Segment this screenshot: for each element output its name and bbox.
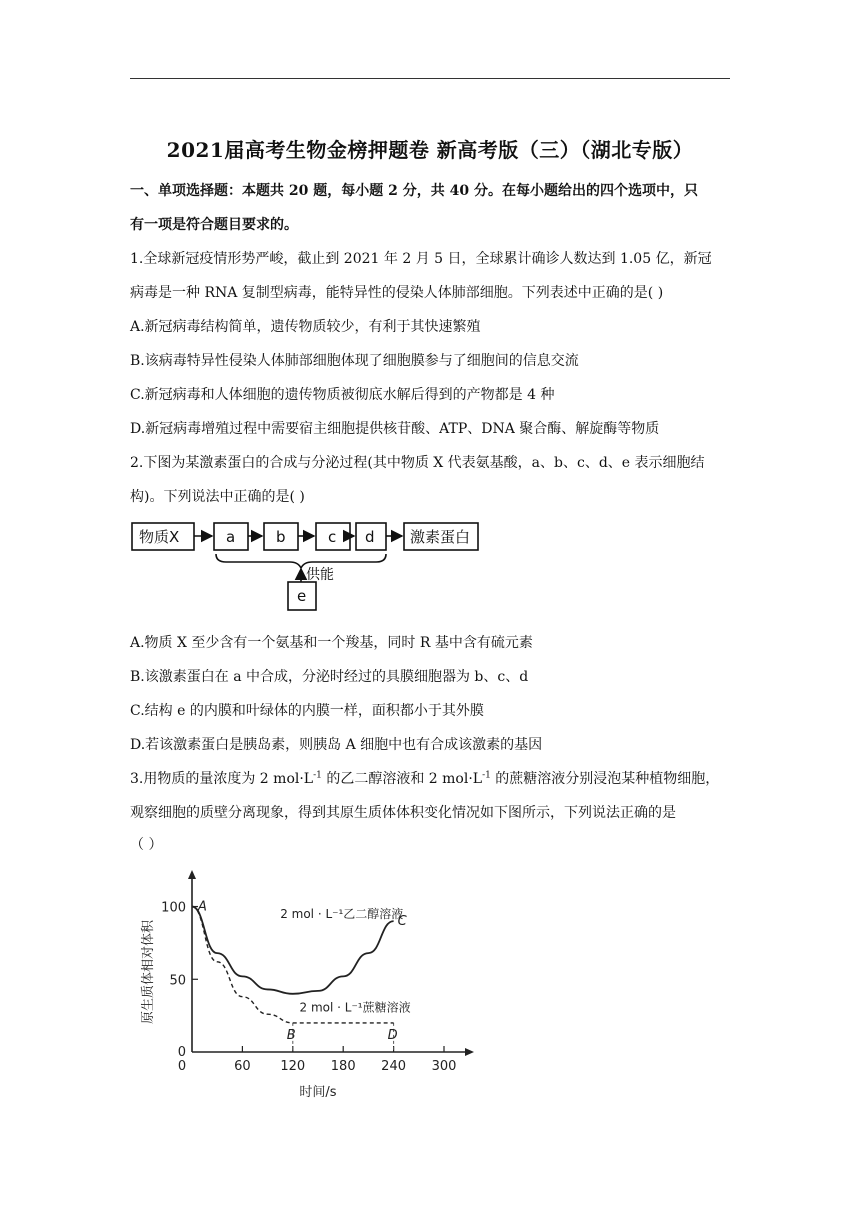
q2-option-a: A.物质 X 至少含有一个氨基和一个羧基，同时 R 基中含有硫元素 [130, 635, 533, 651]
point-label-b: B [286, 1027, 296, 1043]
y-axis-arrow [188, 870, 196, 879]
point-label-d: D [387, 1027, 398, 1043]
q1-stem-line1: 1.全球新冠疫情形势严峻，截止到 2021 年 2 月 5 日，全球累计确诊人数达到 1.05 亿，新冠 [130, 251, 712, 267]
x-tick-label: 60 [234, 1059, 251, 1074]
series-label-ethylene-glycol: 2 mol · L⁻¹乙二醇溶液 [280, 907, 404, 922]
label-b: b [276, 528, 286, 546]
q2-option-b: B.该激素蛋白在 a 中合成，分泌时经过的具膜细胞器为 b、c、d [130, 669, 529, 685]
y-tick-label: 50 [169, 973, 186, 989]
page-title: 2021届高考生物金榜押题卷 新高考版（三）（湖北专版） [166, 138, 694, 162]
label-substance-x: 物质X [139, 528, 180, 546]
x-tick-label: 120 [280, 1059, 306, 1074]
label-hormone-protein: 激素蛋白 [410, 528, 471, 546]
q1-option-c: C.新冠病毒和人体细胞的遗传物质被彻底水解后得到的产物都是 4 种 [130, 387, 555, 403]
x-tick-label: 240 [381, 1059, 407, 1074]
q1-option-d: D.新冠病毒增殖过程中需要宿主细胞提供核苷酸、ATP、DNA 聚合酶、解旋酶等物质 [130, 421, 660, 437]
point-label-c: C [397, 914, 407, 930]
section-heading-line2: 有一项是符合题目要求的。 [130, 217, 298, 233]
protoplast-volume-chart [130, 866, 500, 1106]
x-tick-label: 0 [177, 1059, 187, 1074]
q2-stem-line1: 2.下图为某激素蛋白的合成与分泌过程(其中物质 X 代表氨基酸，a、b、c、d、e 表示细胞结 [130, 455, 705, 471]
q2-stem-line2: 构)。下列说法中正确的是( ) [130, 489, 305, 505]
q3-stem-line3: （ ） [130, 837, 163, 853]
label-d: d [365, 528, 375, 546]
header-rule [130, 78, 730, 79]
series-label-sucrose: 2 mol · L⁻¹蔗糖溶液 [299, 1000, 411, 1015]
q2-option-d: D.若该激素蛋白是胰岛素，则胰岛 A 细胞中也有合成该激素的基因 [130, 737, 543, 753]
x-axis-label: 时间/s [299, 1085, 337, 1100]
q1-stem-line2: 病毒是一种 RNA 复制型病毒，能特异性的侵染人体肺部细胞。下列表述中正确的是( ) [130, 285, 664, 301]
y-tick-label: 0 [177, 1045, 186, 1060]
q3-stem-line2: 观察细胞的质壁分离现象，得到其原生质体体积变化情况如下图所示，下列说法正确的是 [130, 805, 676, 821]
q3-stem-line1: 3.用物质的量浓度为 2 $mol\cdot L^{-1}$ 的乙二醇溶液和 2 $mol\cdot L^{-1}$ 的蔗糖溶液分别浸泡某种植物细胞， [130, 770, 720, 787]
y-tick-label: 100 [161, 900, 186, 916]
q1-option-b: B.该病毒特异性侵染人体肺部细胞体现了细胞膜参与了细胞间的信息交流 [130, 353, 579, 369]
secretion-flow-diagram [130, 518, 490, 613]
section-heading-line1: 一、单项选择题：本题共 20 题，每小题 2 分，共 40 分。在每小题给出的四个选项中，只 [130, 183, 698, 199]
label-c: c [328, 528, 337, 546]
label-energy: 供能 [306, 567, 334, 583]
brace [216, 554, 386, 568]
label-e: e [297, 587, 307, 605]
label-a: a [226, 528, 236, 546]
q1-option-a: A.新冠病毒结构简单，遗传物质较少，有利于其快速繁殖 [130, 319, 481, 335]
q2-option-c: C.结构 e 的内膜和叶绿体的内膜一样，面积都小于其外膜 [130, 703, 484, 719]
y-axis-label: 原生质体相对体积 [141, 919, 156, 1025]
x-tick-label: 180 [330, 1059, 356, 1074]
point-label-a: A [198, 899, 207, 915]
x-axis-arrow [465, 1048, 474, 1056]
x-tick-label: 300 [431, 1059, 457, 1074]
